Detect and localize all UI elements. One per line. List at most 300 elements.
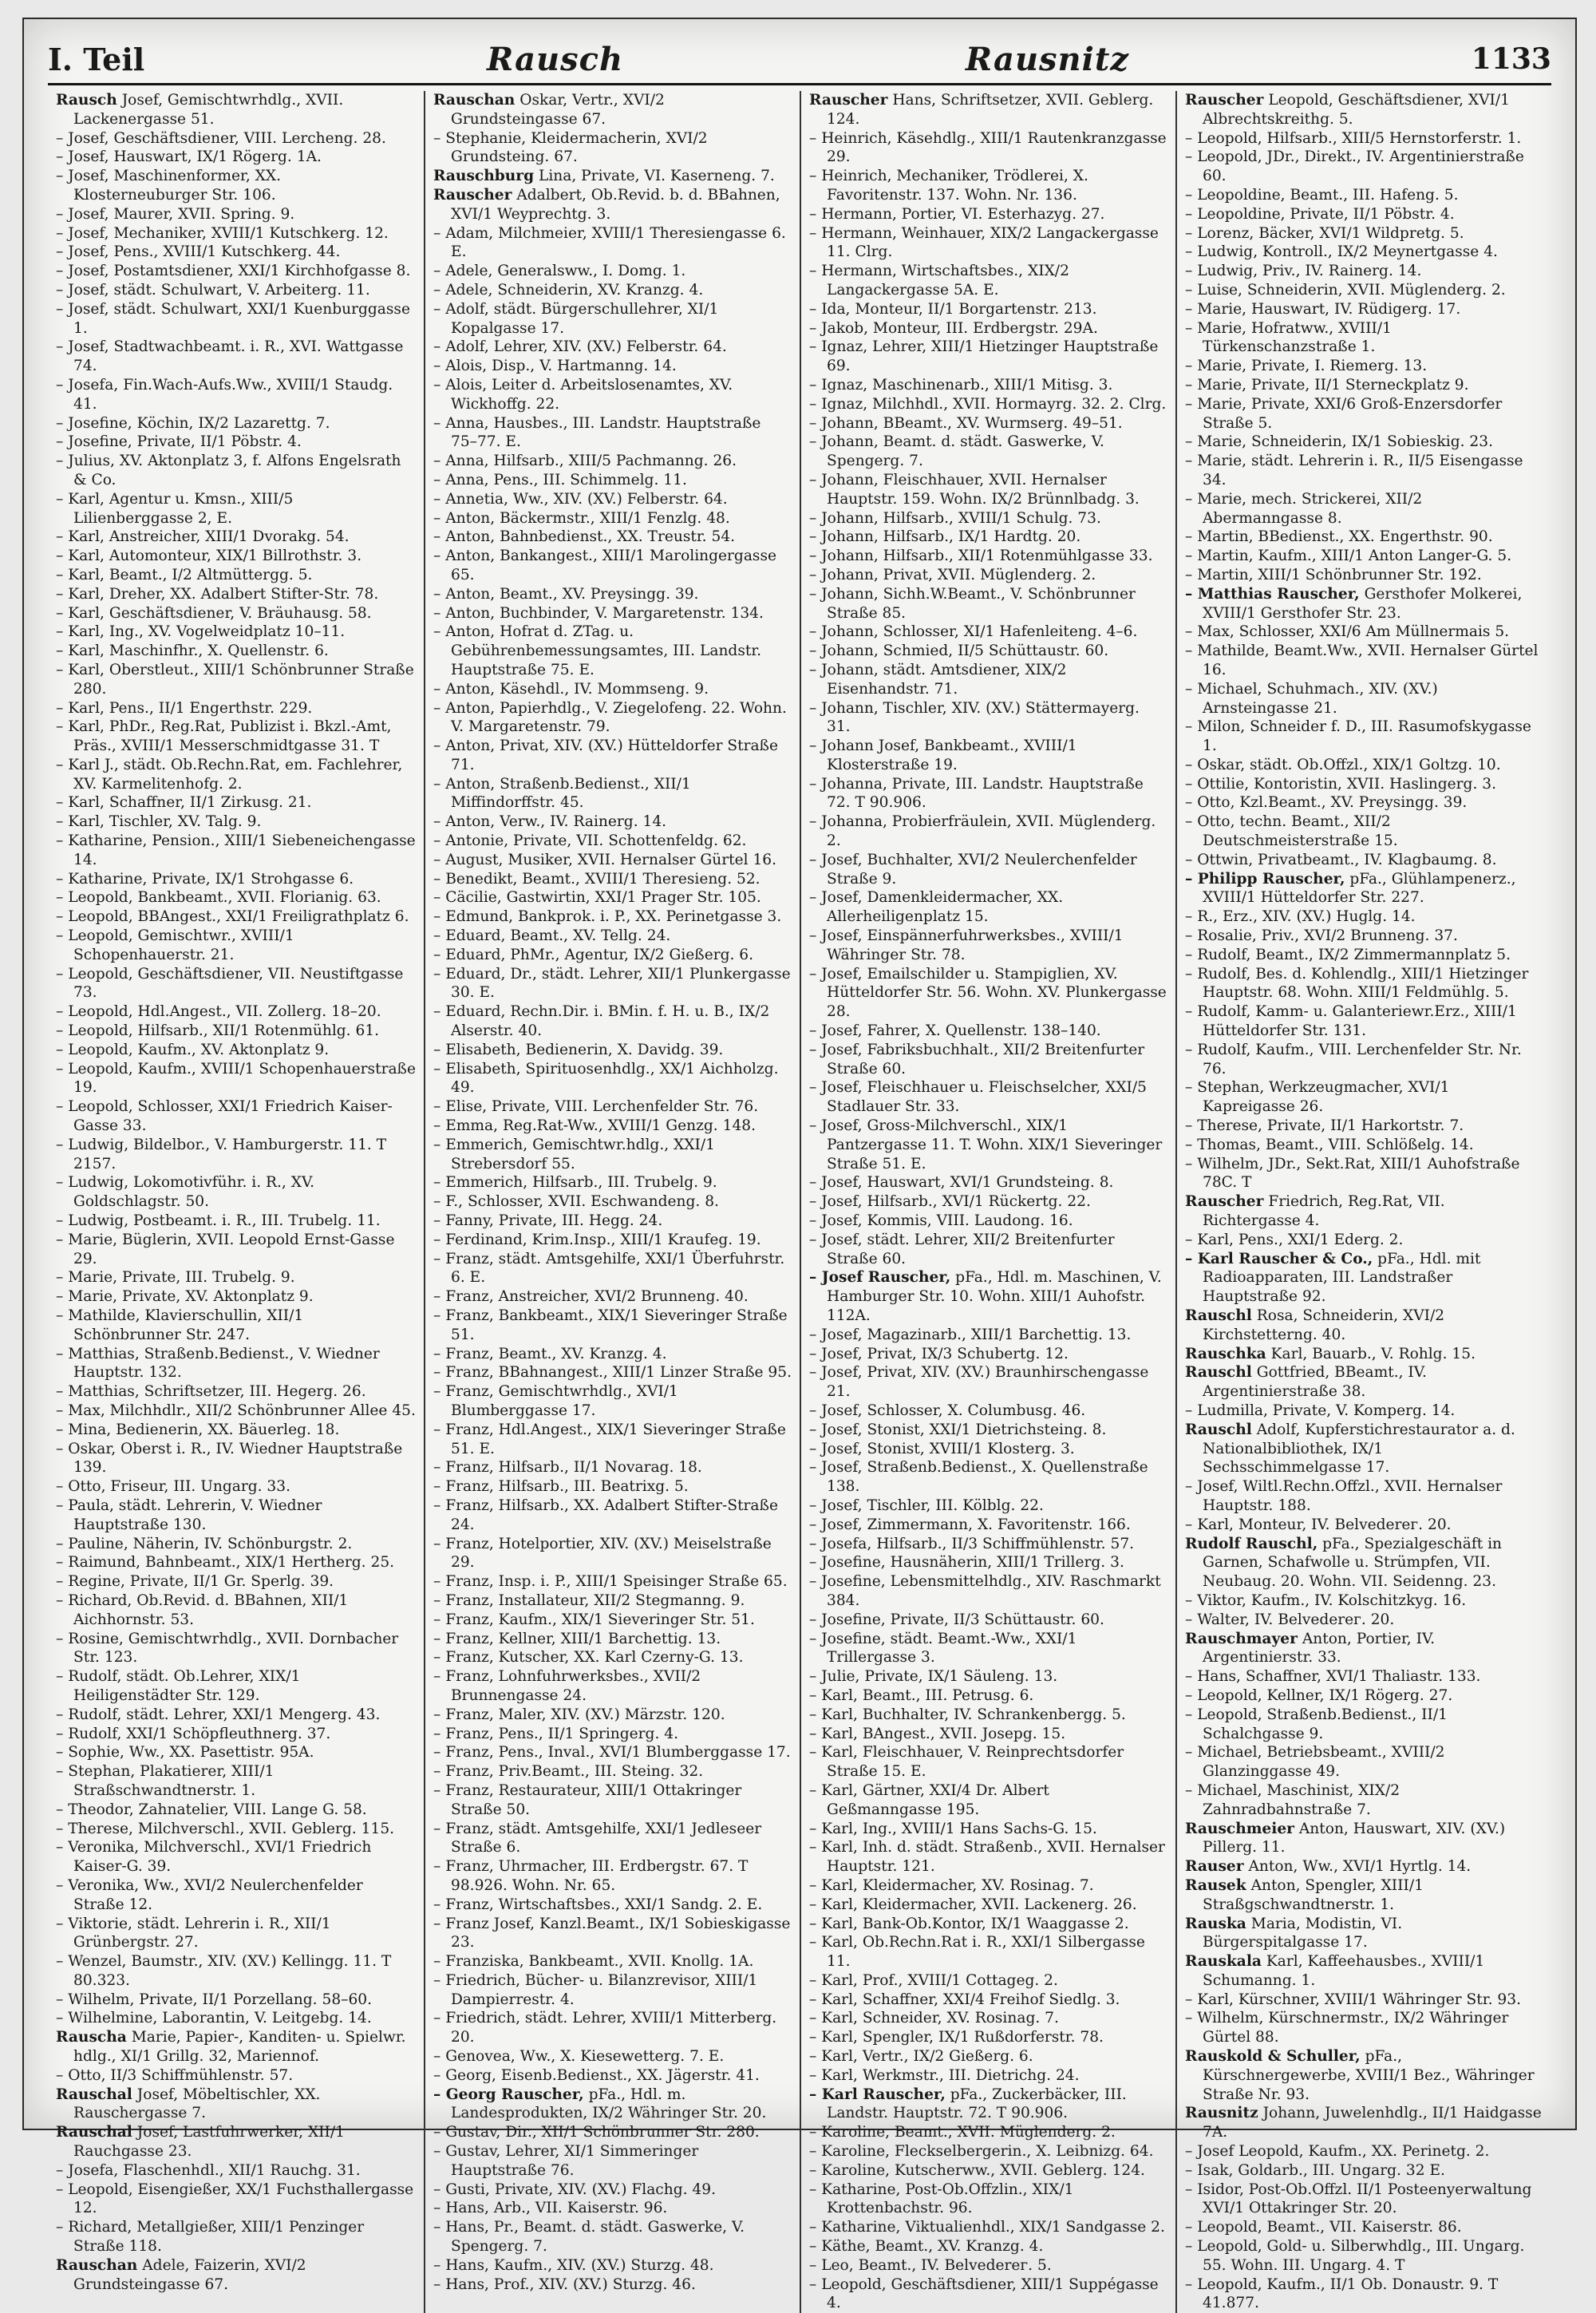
directory-entry bbox=[1185, 1876, 1543, 1915]
entry-text: – Josef, Postamtsdiener, XXI/1 Kirchhofgasse 8. bbox=[56, 263, 411, 280]
entry-text: – Karl, Automonteur, XIX/1 Billrothstr. 3. bbox=[56, 548, 362, 565]
entry-text: – Annetia, Ww., XIV. (XV.) Felberstr. 64. bbox=[433, 490, 728, 508]
directory-entry bbox=[809, 585, 1167, 623]
entry-text: – Ludmilla, Private, V. Komperg. 14. bbox=[1185, 1402, 1456, 1419]
entry-text: – Karl, Beamt., I/2 Altmüttergg. 5. bbox=[56, 566, 313, 583]
entry-text: – Michael, Schuhmach., XIV. (XV.) Arnsteingasse 21. bbox=[1185, 680, 1438, 717]
directory-entry bbox=[433, 357, 792, 376]
directory-entry bbox=[56, 1535, 416, 1554]
directory-entry bbox=[433, 1421, 792, 1459]
entry-text: – Ida, Monteur, II/1 Borgartenstr. 213. bbox=[809, 300, 1097, 318]
entry-text: – Martin, XIII/1 Schönbrunner Str. 192. bbox=[1185, 566, 1482, 583]
directory-entry bbox=[809, 414, 1167, 433]
entry-text: – Franz, Hilfsarb., II/1 Novarag. 18. bbox=[433, 1459, 702, 1477]
entry-text: – Eduard, Beamt., XV. Tellg. 24. bbox=[433, 927, 671, 945]
directory-entry bbox=[809, 1402, 1167, 1421]
entry-text: – Marie, Schneiderin, IX/1 Sobieskig. 23. bbox=[1185, 433, 1494, 451]
directory-entry bbox=[809, 1212, 1167, 1231]
entry-text: – Leopold, Kaufm., XV. Aktonplatz 9. bbox=[56, 1041, 330, 1058]
entry-text: – Karl, Inh. d. städt. Straßenb., XVII. Hernalser Hauptstr. 121. bbox=[809, 1839, 1165, 1876]
directory-entry bbox=[1185, 148, 1543, 186]
entry-surname: Rauschmeier bbox=[1185, 1820, 1294, 1837]
directory-entry bbox=[56, 281, 416, 300]
entry-surname: Rausnitz bbox=[1185, 2105, 1258, 2122]
directory-entry bbox=[1185, 300, 1543, 319]
directory-entry bbox=[56, 718, 416, 756]
entry-surname: Rauskala bbox=[1185, 1953, 1262, 1971]
entry-text: – Rudolf, Kaufm., VIII. Lerchenfelder Str. Nr. 76. bbox=[1185, 1041, 1522, 1077]
entry-text: – Rudolf, städt. Ob.Lehrer, XIX/1 Heiligenstädter Str. 129. bbox=[56, 1668, 301, 1704]
directory-entry bbox=[809, 205, 1167, 224]
directory-entry bbox=[1185, 547, 1543, 566]
directory-entry bbox=[1185, 1781, 1543, 1820]
directory-entry bbox=[433, 623, 792, 679]
directory-entry bbox=[56, 927, 416, 965]
directory-entry bbox=[809, 1706, 1167, 1725]
entry-text: – Karl, Prof., XVIII/1 Cottageg. 2. bbox=[809, 1971, 1058, 1989]
directory-entry bbox=[809, 1458, 1167, 1497]
directory-entry bbox=[433, 490, 792, 509]
entry-text: – F., Schlosser, XVII. Eschwandeng. 8. bbox=[433, 1193, 719, 1211]
entry-text: – Anton, Papierhdlg., V. Ziegelofeng. 22. Wohn. V. Margaretenstr. 79. bbox=[433, 699, 787, 736]
directory-entry bbox=[56, 2086, 416, 2124]
entry-surname: Rauschka bbox=[1185, 1345, 1266, 1362]
directory-entry bbox=[56, 1268, 416, 1287]
directory-entry bbox=[1185, 2218, 1543, 2237]
directory-entry bbox=[809, 888, 1167, 927]
entry-text: – Franz, Hdl.Angest., XIX/1 Sieveringer Straße 51. E. bbox=[433, 1421, 786, 1457]
directory-entry bbox=[56, 1591, 416, 1630]
entry-text: Lina, Private, VI. Kaserneng. 7. bbox=[539, 168, 775, 185]
entry-text: – Karl J., städt. Ob.Rechn.Rat, em. Fachlehrer, XV. Karmelitenhofg. 2. bbox=[56, 756, 403, 793]
directory-entry bbox=[1185, 585, 1543, 623]
directory-entry bbox=[433, 1060, 792, 1098]
directory-entry bbox=[56, 2009, 416, 2028]
entry-text: – Johann, Beamt. d. städt. Gaswerke, V. Spengerg. 7. bbox=[809, 433, 1104, 470]
entry-text: – Antonie, Private, VII. Schottenfeldg. 62. bbox=[433, 832, 747, 850]
entry-surname: Rauschburg bbox=[433, 168, 535, 185]
directory-entry bbox=[433, 1743, 792, 1762]
directory-entry bbox=[433, 338, 792, 357]
directory-entry bbox=[1185, 1667, 1543, 1686]
entry-text: – Richard, Ob.Revid. d. BBahnen, XII/1 Aichhornstr. 53. bbox=[56, 1591, 349, 1628]
directory-entry bbox=[433, 1896, 792, 1915]
directory-entry bbox=[809, 2218, 1167, 2237]
entry-text: – Benedikt, Beamt., XVIII/1 Theresieng. 52. bbox=[433, 870, 760, 888]
directory-entry bbox=[809, 471, 1167, 509]
directory-entry bbox=[433, 1382, 792, 1421]
directory-entry bbox=[1185, 680, 1543, 718]
directory-entry bbox=[809, 300, 1167, 319]
directory-entry bbox=[56, 566, 416, 585]
entry-text: – Leopold, Hilfsarb., XII/1 Rotenmühlg. 61. bbox=[56, 1022, 380, 1040]
column-1 bbox=[48, 91, 424, 2313]
entry-text: Anton, Ww., XVI/1 Hyrtlg. 14. bbox=[1248, 1858, 1472, 1876]
directory-page bbox=[22, 18, 1577, 2312]
directory-entry bbox=[809, 1611, 1167, 1630]
directory-entry bbox=[433, 1477, 792, 1497]
directory-entry bbox=[56, 585, 416, 604]
directory-entry bbox=[1185, 566, 1543, 585]
entry-text: – Anna, Hausbes., III. Landstr. Hauptstraße 75–77. E. bbox=[433, 414, 761, 451]
directory-entry bbox=[1185, 1117, 1543, 1136]
entry-text: – Josef, Schlosser, X. Columbusg. 46. bbox=[809, 1402, 1086, 1419]
page-number: 1133 bbox=[1471, 42, 1551, 76]
entry-text: – Johann, BBeamt., XV. Wurmserg. 49–51. bbox=[809, 414, 1123, 432]
entry-text: – Leopold, Geschäftsdiener, XIII/1 Suppégasse 4. bbox=[809, 2275, 1159, 2312]
entry-surname: Rauscher bbox=[809, 92, 888, 109]
entry-text: – Mina, Bedienerin, XX. Bäuerleg. 18. bbox=[56, 1421, 340, 1438]
entry-text: – Hans, Kaufm., XIV. (XV.) Sturzg. 48. bbox=[433, 2256, 714, 2274]
directory-entry bbox=[56, 2028, 416, 2066]
directory-entry bbox=[56, 2181, 416, 2219]
directory-entry bbox=[56, 813, 416, 832]
entry-text: – Karl, Oberstleut., XIII/1 Schönbrunner Straße 280. bbox=[56, 661, 414, 698]
entry-text: pFa., Glühlampenerz., XVIII/1 Hütteldorfer Str. 227. bbox=[1203, 870, 1516, 907]
column-4 bbox=[1175, 91, 1551, 2313]
entry-text: – Luise, Schneiderin, XVII. Müglenderg. 2. bbox=[1185, 281, 1506, 299]
entry-text: – Josef, Hauswart, IX/1 Rögerg. 1A. bbox=[56, 148, 322, 166]
directory-entry bbox=[1185, 2047, 1543, 2104]
entry-surname: – Karl Rauscher, bbox=[809, 2086, 946, 2103]
directory-entry bbox=[433, 813, 792, 832]
directory-entry bbox=[1185, 870, 1543, 908]
entry-text: – Emma, Reg.Rat-Ww., XVIII/1 Genzg. 148. bbox=[433, 1117, 757, 1135]
directory-entry bbox=[1185, 2009, 1543, 2047]
entry-text: – Anton, Bankangest., XIII/1 Marolingergasse 65. bbox=[433, 548, 776, 583]
directory-entry bbox=[1185, 205, 1543, 224]
directory-entry bbox=[1185, 1421, 1543, 1477]
directory-entry bbox=[433, 2086, 792, 2124]
entry-text: Karl, Kaffeehausbes., XVIII/1 Schumanng. 1. bbox=[1203, 1953, 1485, 1989]
entry-text: – Leopold, JDr., Direkt., IV. Argentinierstraße 60. bbox=[1185, 148, 1524, 185]
entry-text: – Karl, Agentur u. Kmsn., XIII/5 Lilienberggasse 2, E. bbox=[56, 490, 294, 527]
entry-text: – Karl, Geschäftsdiener, V. Bräuhausg. 58. bbox=[56, 604, 372, 622]
entry-surname: Rauschan bbox=[56, 2256, 138, 2274]
entry-text: – Josef, Emailschilder u. Stampiglien, XV. Hütteldorfer Str. 56. Wohn. XV. Plunkergasse 28. bbox=[809, 965, 1167, 1021]
directory-entry bbox=[809, 965, 1167, 1022]
directory-entry bbox=[433, 699, 792, 737]
entry-text: – Edmund, Bankprok. i. P., XX. Perinetgasse 3. bbox=[433, 908, 782, 926]
entry-text: – Regine, Private, II/1 Gr. Sperlg. 39. bbox=[56, 1573, 334, 1591]
entry-text: – Matthias, Schriftsetzer, III. Hegerg. 26. bbox=[56, 1383, 366, 1401]
directory-entry bbox=[56, 1212, 416, 1231]
entry-text: – Franz, Gemischtwrhdlg., XVI/1 Blumberggasse 17. bbox=[433, 1383, 678, 1419]
directory-entry bbox=[1185, 2237, 1543, 2275]
entry-text: – Adele, Schneiderin, XV. Kranzg. 4. bbox=[433, 281, 704, 299]
directory-entry bbox=[1185, 813, 1543, 851]
entry-text: Marie, Papier-, Kanditen- u. Spielwr. hdlg., XI/1 Grillg. 32, Mariennof. bbox=[73, 2029, 406, 2066]
entry-text: – Marie, Büglerin, XVII. Leopold Ernst-Gasse 29. bbox=[56, 1231, 395, 1267]
directory-entry bbox=[1185, 1231, 1543, 1250]
directory-entry bbox=[433, 888, 792, 907]
directory-entry bbox=[56, 1136, 416, 1174]
entry-text: – Franz, Lohnfuhrwerksbes., XVII/2 Brunnengasse 24. bbox=[433, 1668, 701, 1704]
directory-entry bbox=[809, 1915, 1167, 1934]
directory-entry bbox=[433, 2181, 792, 2200]
entry-text: – Genovea, Ww., X. Kiesewetterg. 7. E. bbox=[433, 2048, 725, 2066]
directory-entry bbox=[56, 888, 416, 907]
entry-text: – Franz, Kellner, XIII/1 Barchettig. 13. bbox=[433, 1630, 721, 1647]
entry-text: – Sophie, Ww., XX. Pasettistr. 95A. bbox=[56, 1744, 314, 1761]
entry-text: – Franz, Installateur, XII/2 Stegmanng. 9. bbox=[433, 1591, 745, 1609]
entry-text: Adolf, Kupferstichrestaurator a. d. Nationalbibliothek, IX/1 Sechsschimmelgasse 17. bbox=[1203, 1421, 1515, 1477]
entry-text: Johann, Juwelenhdlg., II/1 Haidgasse 7A. bbox=[1203, 2105, 1542, 2141]
entry-text: – Franz, Bankbeamt., XIX/1 Sieveringer Straße 51. bbox=[433, 1307, 788, 1343]
directory-entry bbox=[433, 1136, 792, 1174]
directory-entry bbox=[809, 167, 1167, 205]
entry-text: – Adolf, Lehrer, XIV. (XV.) Felberstr. 64. bbox=[433, 338, 727, 356]
directory-entry bbox=[809, 1991, 1167, 2010]
entry-text: – Max, Schlosser, XXI/6 Am Müllnermais 5. bbox=[1185, 623, 1510, 641]
directory-entry bbox=[433, 1725, 792, 1744]
entry-text: – Veronika, Milchverschl., XVI/1 Friedrich Kaiser-G. 39. bbox=[56, 1839, 372, 1876]
directory-entry bbox=[1185, 775, 1543, 794]
entry-text: – Katharine, Post-Ob.Offzlin., XIX/1 Krottenbachstr. 96. bbox=[809, 2181, 1074, 2217]
directory-entry bbox=[809, 1686, 1167, 1706]
directory-entry bbox=[1185, 927, 1543, 946]
entry-text: Anton, Portier, IV. Argentinierstr. 33. bbox=[1203, 1630, 1436, 1667]
directory-entry bbox=[1185, 243, 1543, 262]
directory-entry bbox=[433, 907, 792, 927]
entry-text: – Leopold, Gemischtwr., XVIII/1 Schopenhauerstr. 21. bbox=[56, 927, 294, 963]
entry-text: – Karoline, Beamt., XVII. Müglenderg. 2. bbox=[809, 2124, 1116, 2141]
directory-entry bbox=[1185, 281, 1543, 300]
part-label: I. Teil bbox=[48, 41, 145, 77]
entry-text: – Karoline, Fleckselbergerin., X. Leibnizg. 64. bbox=[809, 2143, 1154, 2161]
entry-text: – Josef, Maurer, XVII. Spring. 9. bbox=[56, 205, 295, 223]
directory-entry bbox=[1185, 1686, 1543, 1706]
directory-entry bbox=[1185, 1363, 1543, 1402]
directory-entry bbox=[809, 1971, 1167, 1991]
directory-entry bbox=[809, 813, 1167, 851]
directory-entry bbox=[433, 547, 792, 585]
entry-text: – Ludwig, Priv., IV. Rainerg. 14. bbox=[1185, 263, 1422, 280]
directory-entry bbox=[433, 1192, 792, 1212]
entry-text: Karl, Bauarb., V. Rohlg. 15. bbox=[1270, 1345, 1476, 1362]
entry-text: – Ludwig, Postbeamt. i. R., III. Trubelg. 11. bbox=[56, 1212, 381, 1230]
directory-entry bbox=[56, 1725, 416, 1744]
directory-entry bbox=[433, 1572, 792, 1591]
directory-entry bbox=[1185, 186, 1543, 205]
entry-text: – Alois, Leiter d. Arbeitslosenamtes, XV. Wickhoffg. 22. bbox=[433, 376, 733, 413]
entry-text: – Karl, Schneider, XV. Rosinag. 7. bbox=[809, 2010, 1059, 2027]
entry-text: – Therese, Private, II/1 Harkortstr. 7. bbox=[1185, 1117, 1464, 1135]
directory-entry bbox=[1185, 357, 1543, 376]
entry-surname: Rauscher bbox=[433, 186, 512, 204]
directory-entry bbox=[56, 1307, 416, 1345]
entry-text: – Otto, techn. Beamt., XII/2 Deutschmeisterstraße 15. bbox=[1185, 813, 1398, 850]
directory-entry bbox=[1185, 1611, 1543, 1630]
entry-text: – Johann, Fleischhauer, XVII. Hernalser Hauptstr. 159. Wohn. IX/2 Brünnlbadg. 3. bbox=[809, 471, 1140, 508]
entry-text: – Martin, BBedienst., XX. Engerthstr. 90. bbox=[1185, 528, 1493, 546]
entry-text: – Franz, Kutscher, XX. Karl Czerny-G. 13. bbox=[433, 1649, 744, 1667]
directory-entry bbox=[433, 414, 792, 453]
entry-surname: – Josef Rauscher, bbox=[809, 1269, 951, 1287]
entry-text: – Leopold, Kaufm., II/1 Ob. Donaustr. 9. T 41.877. bbox=[1185, 2275, 1499, 2312]
entry-text: – Isidor, Post-Ob.Offzl. II/1 Posteenyerwaltung XVI/1 Ottakringer Str. 20. bbox=[1185, 2181, 1532, 2217]
directory-entry bbox=[809, 433, 1167, 471]
directory-entry bbox=[1185, 2142, 1543, 2161]
directory-entry bbox=[433, 1212, 792, 1231]
entry-text: – Michael, Betriebsbeamt., XVIII/2 Glanzinggasse 49. bbox=[1185, 1744, 1445, 1781]
entry-text: – Marie, Private, XXI/6 Groß-Enzersdorfer Straße 5. bbox=[1185, 395, 1503, 432]
directory-entry bbox=[1185, 793, 1543, 813]
entry-text: – Elisabeth, Spirituosenhdlg., XX/1 Aichholzg. 49. bbox=[433, 1060, 779, 1097]
entry-text: – Josefine, Lebensmittelhdlg., XIV. Raschmarkt 384. bbox=[809, 1573, 1161, 1609]
entry-text: – Josef, städt. Schulwart, V. Arbeiterg. 11. bbox=[56, 281, 370, 299]
entry-text: – Josefine, Hausnäherin, XIII/1 Trillerg. 3. bbox=[809, 1554, 1124, 1572]
entry-text: – Karl, Werkmstr., III. Dietrichg. 24. bbox=[809, 2066, 1080, 2084]
entry-text: – Gustav, Dir., XII/1 Schönbrunner Str. 280. bbox=[433, 2124, 760, 2141]
directory-entry bbox=[433, 167, 792, 186]
directory-entry bbox=[433, 2066, 792, 2086]
directory-entry bbox=[1185, 1743, 1543, 1781]
entry-text: – Anton, Buchbinder, V. Margaretenstr. 134. bbox=[433, 604, 764, 622]
directory-entry bbox=[433, 262, 792, 281]
entry-text: – Karl, Maschinfhr., X. Quellenstr. 6. bbox=[56, 642, 329, 660]
directory-entry bbox=[433, 2009, 792, 2047]
entry-text: Gersthofer Molkerei, XVIII/1 Gersthofer Str. 23. bbox=[1203, 585, 1523, 622]
directory-entry bbox=[1185, 1402, 1543, 1421]
entry-text: – Marie, Hofratww., XVIII/1 Türkenschanzstraße 1. bbox=[1185, 319, 1392, 356]
entry-text: – Stephan, Plakatierer, XIII/1 Straßschwandtnerstr. 1. bbox=[56, 1763, 275, 1799]
entry-text: – Marie, Private, I. Riemerg. 13. bbox=[1185, 358, 1428, 375]
entry-text: – Franz, Wirtschaftsbes., XXI/1 Sandg. 2. E. bbox=[433, 1896, 763, 1913]
entry-text: – Karl, Bank-Ob.Kontor, IX/1 Waaggasse 2. bbox=[809, 1915, 1129, 1932]
directory-entry bbox=[1185, 1192, 1543, 1231]
directory-entry bbox=[809, 2086, 1167, 2124]
directory-entry bbox=[56, 1952, 416, 1991]
entry-text: – Karl, Monteur, IV. Belvederег. 20. bbox=[1185, 1516, 1452, 1533]
directory-entry bbox=[1185, 1136, 1543, 1155]
directory-entry bbox=[809, 566, 1167, 585]
entry-text: – Rudolf, Bes. d. Kohlendlg., XIII/1 Hietzinger Hauptstr. 68. Wohn. XIII/1 Feldmühlg. 5. bbox=[1185, 965, 1529, 1002]
entry-text: – Josef, Damenkleidermacher, XX. Allerheiligenplatz 15. bbox=[809, 889, 1064, 926]
entry-text: – Rosine, Gemischtwrhdlg., XVII. Dornbacher Str. 123. bbox=[56, 1630, 399, 1667]
entry-text: – Veronika, Ww., XVI/2 Neulerchenfelder Straße 12. bbox=[56, 1876, 363, 1913]
entry-text: – Leopold, Hilfsarb., XIII/5 Hernstorferstr. 1. bbox=[1185, 129, 1522, 147]
entry-text: pFa., Hdl. m. Maschinen, V. Hamburger Str. 10. Wohn. XIII/1 Auhofstr. 112A. bbox=[827, 1269, 1162, 1324]
entry-text: – Josef, Straßenb.Bedienst., X. Quellenstraße 138. bbox=[809, 1459, 1148, 1496]
directory-entry bbox=[56, 1097, 416, 1136]
directory-entry bbox=[433, 1971, 792, 2010]
entry-surname: Rauschl bbox=[1185, 1307, 1252, 1324]
entry-text: – Franz Josef, Kanzl.Beamt., IX/1 Sobieskigasse 23. bbox=[433, 1915, 791, 1951]
entry-text: Hans, Schriftsetzer, XVII. Geblerg. 124. bbox=[827, 92, 1154, 128]
entry-text: – Josefa, Fin.Wach-Aufs.Ww., XVIII/1 Staudg. 41. bbox=[56, 376, 393, 413]
directory-entry bbox=[1185, 1345, 1543, 1364]
entry-surname: Rausek bbox=[1185, 1876, 1246, 1894]
directory-entry bbox=[433, 585, 792, 604]
entry-text: – Josef, Geschäftsdiener, VIII. Lercheng. 28. bbox=[56, 129, 386, 147]
entry-text: – Rudolf, städt. Lehrer, XXI/1 Mengerg. 43. bbox=[56, 1706, 381, 1723]
entry-text: – Leopold, BBAngest., XXI/1 Freiligrathplatz 6. bbox=[56, 908, 409, 926]
entry-text: Anton, Hauswart, XIV. (XV.) Pillerg. 11. bbox=[1203, 1820, 1506, 1856]
directory-entry bbox=[809, 737, 1167, 775]
entry-text: – Karl, Dreher, XX. Adalbert Stifter-Str. 78. bbox=[56, 585, 379, 603]
entry-text: – Franz, Uhrmacher, III. Erdbergstr. 67. T 98.926. Wohn. Nr. 65. bbox=[433, 1858, 749, 1894]
directory-entry bbox=[809, 1192, 1167, 1212]
entry-text: – Karl, Gärtner, XXI/4 Dr. Albert Geßmanngasse 195. bbox=[809, 1781, 1049, 1818]
directory-entry bbox=[809, 642, 1167, 661]
entry-text: – Eduard, Dr., städt. Lehrer, XII/1 Plunkergasse 30. E. bbox=[433, 965, 791, 1002]
entry-text: – Franz, Restaurateur, XIII/1 Ottakringer Straße 50. bbox=[433, 1781, 742, 1818]
entry-text: – Ottwin, Privatbeamt., IV. Klagbaumg. 8. bbox=[1185, 851, 1497, 868]
entry-text: – Elise, Private, VIII. Lerchenfelder Str. 76. bbox=[433, 1098, 759, 1116]
directory-entry bbox=[1185, 395, 1543, 433]
directory-entry bbox=[809, 1173, 1167, 1192]
entry-text: – Käthe, Beamt., XV. Kranzg. 4. bbox=[809, 2238, 1044, 2256]
entry-text: – Josef, Kommis, VIII. Laudong. 16. bbox=[809, 1212, 1073, 1230]
entry-surname: Rauschl bbox=[1185, 1421, 1252, 1438]
directory-entry bbox=[56, 2161, 416, 2181]
directory-entry bbox=[433, 1857, 792, 1896]
directory-entry bbox=[809, 1630, 1167, 1668]
entry-text: – Josefine, Private, II/1 Pöbstr. 4. bbox=[56, 433, 302, 451]
directory-entry bbox=[433, 471, 792, 490]
directory-entry bbox=[1185, 965, 1543, 1003]
directory-entry bbox=[1185, 1535, 1543, 1591]
directory-entry bbox=[809, 1268, 1167, 1325]
entry-text: Friedrich, Reg.Rat, VII. Richtergasse 4. bbox=[1203, 1193, 1445, 1230]
entry-text: – Johann, Privat, XVII. Müglenderg. 2. bbox=[809, 566, 1096, 583]
entry-text: – Ignaz, Lehrer, XIII/1 Hietzinger Hauptstraße 69. bbox=[809, 338, 1159, 375]
directory-entry bbox=[809, 1667, 1167, 1686]
directory-entry bbox=[809, 2237, 1167, 2256]
directory-entry bbox=[56, 1762, 416, 1801]
entry-text: – Josef, Fabriksbuchhalt., XII/2 Breitenfurter Straße 60. bbox=[809, 1041, 1145, 1077]
directory-entry bbox=[1185, 623, 1543, 642]
entry-text: – Karl, Kleidermacher, XVII. Lackenerg. 26. bbox=[809, 1896, 1137, 1913]
entry-text: – Franz, Hilfsarb., III. Beatrixg. 5. bbox=[433, 1478, 689, 1496]
entry-text: – Milon, Schneider f. D., III. Rasumofskygasse 1. bbox=[1185, 718, 1531, 755]
directory-entry bbox=[809, 1516, 1167, 1535]
entry-text: – Karl, Beamt., III. Petrusg. 6. bbox=[809, 1686, 1034, 1704]
directory-entry bbox=[56, 1820, 416, 1839]
directory-entry bbox=[1185, 262, 1543, 281]
directory-entry bbox=[1185, 376, 1543, 395]
directory-entry bbox=[809, 319, 1167, 338]
directory-entry bbox=[433, 1307, 792, 1345]
column-3 bbox=[800, 91, 1175, 2313]
directory-entry bbox=[56, 699, 416, 718]
directory-entry bbox=[1185, 91, 1543, 129]
entry-text: – Johann, Hilfsarb., XVIII/1 Schulg. 73. bbox=[809, 509, 1101, 527]
directory-entry bbox=[433, 129, 792, 168]
entry-text: – Hermann, Wirtschaftsbes., XIX/2 Langackergasse 5A. E. bbox=[809, 263, 1069, 299]
entry-text: – Johann, Hilfsarb., IX/1 Hardtg. 20. bbox=[809, 528, 1081, 546]
entry-surname: Rausch bbox=[56, 92, 117, 109]
entry-text: – Josefine, Köchin, IX/2 Lazarettg. 7. bbox=[56, 414, 330, 432]
directory-entry bbox=[809, 2028, 1167, 2047]
entry-text: – Johann Josef, Bankbeamt., XVIII/1 Klosterstraße 19. bbox=[809, 737, 1077, 773]
page-header bbox=[48, 35, 1551, 85]
entry-text: Oskar, Vertr., XVI/2 Grundsteingasse 67. bbox=[451, 92, 665, 128]
entry-text: – Franz, Pens., II/1 Springerg. 4. bbox=[433, 1725, 679, 1742]
directory-entry bbox=[433, 91, 792, 129]
entry-text: – Josef, Buchhalter, XVI/2 Neulerchenfelder Straße 9. bbox=[809, 851, 1137, 888]
entry-text: – Karl, Pens., XXI/1 Ederg. 2. bbox=[1185, 1231, 1404, 1248]
entry-text: – Josef, Zimmermann, X. Favoritenstr. 166. bbox=[809, 1516, 1131, 1533]
entry-text: – Lorenz, Bäcker, XVI/1 Wildpretg. 5. bbox=[1185, 224, 1464, 242]
entry-text: – Max, Milchhdlr., XII/2 Schönbrunner Allee 45. bbox=[56, 1402, 416, 1419]
directory-entry bbox=[433, 832, 792, 851]
entry-text: – Eduard, Rechn.Dir. i. BMin. f. H. u. B., IX/2 Alserstr. 40. bbox=[433, 1003, 770, 1040]
entry-text: – Stephanie, Kleidermacherin, XVI/2 Grundsteing. 67. bbox=[433, 129, 708, 166]
directory-entry bbox=[809, 338, 1167, 376]
entry-surname: Rauschl bbox=[1185, 1364, 1252, 1382]
